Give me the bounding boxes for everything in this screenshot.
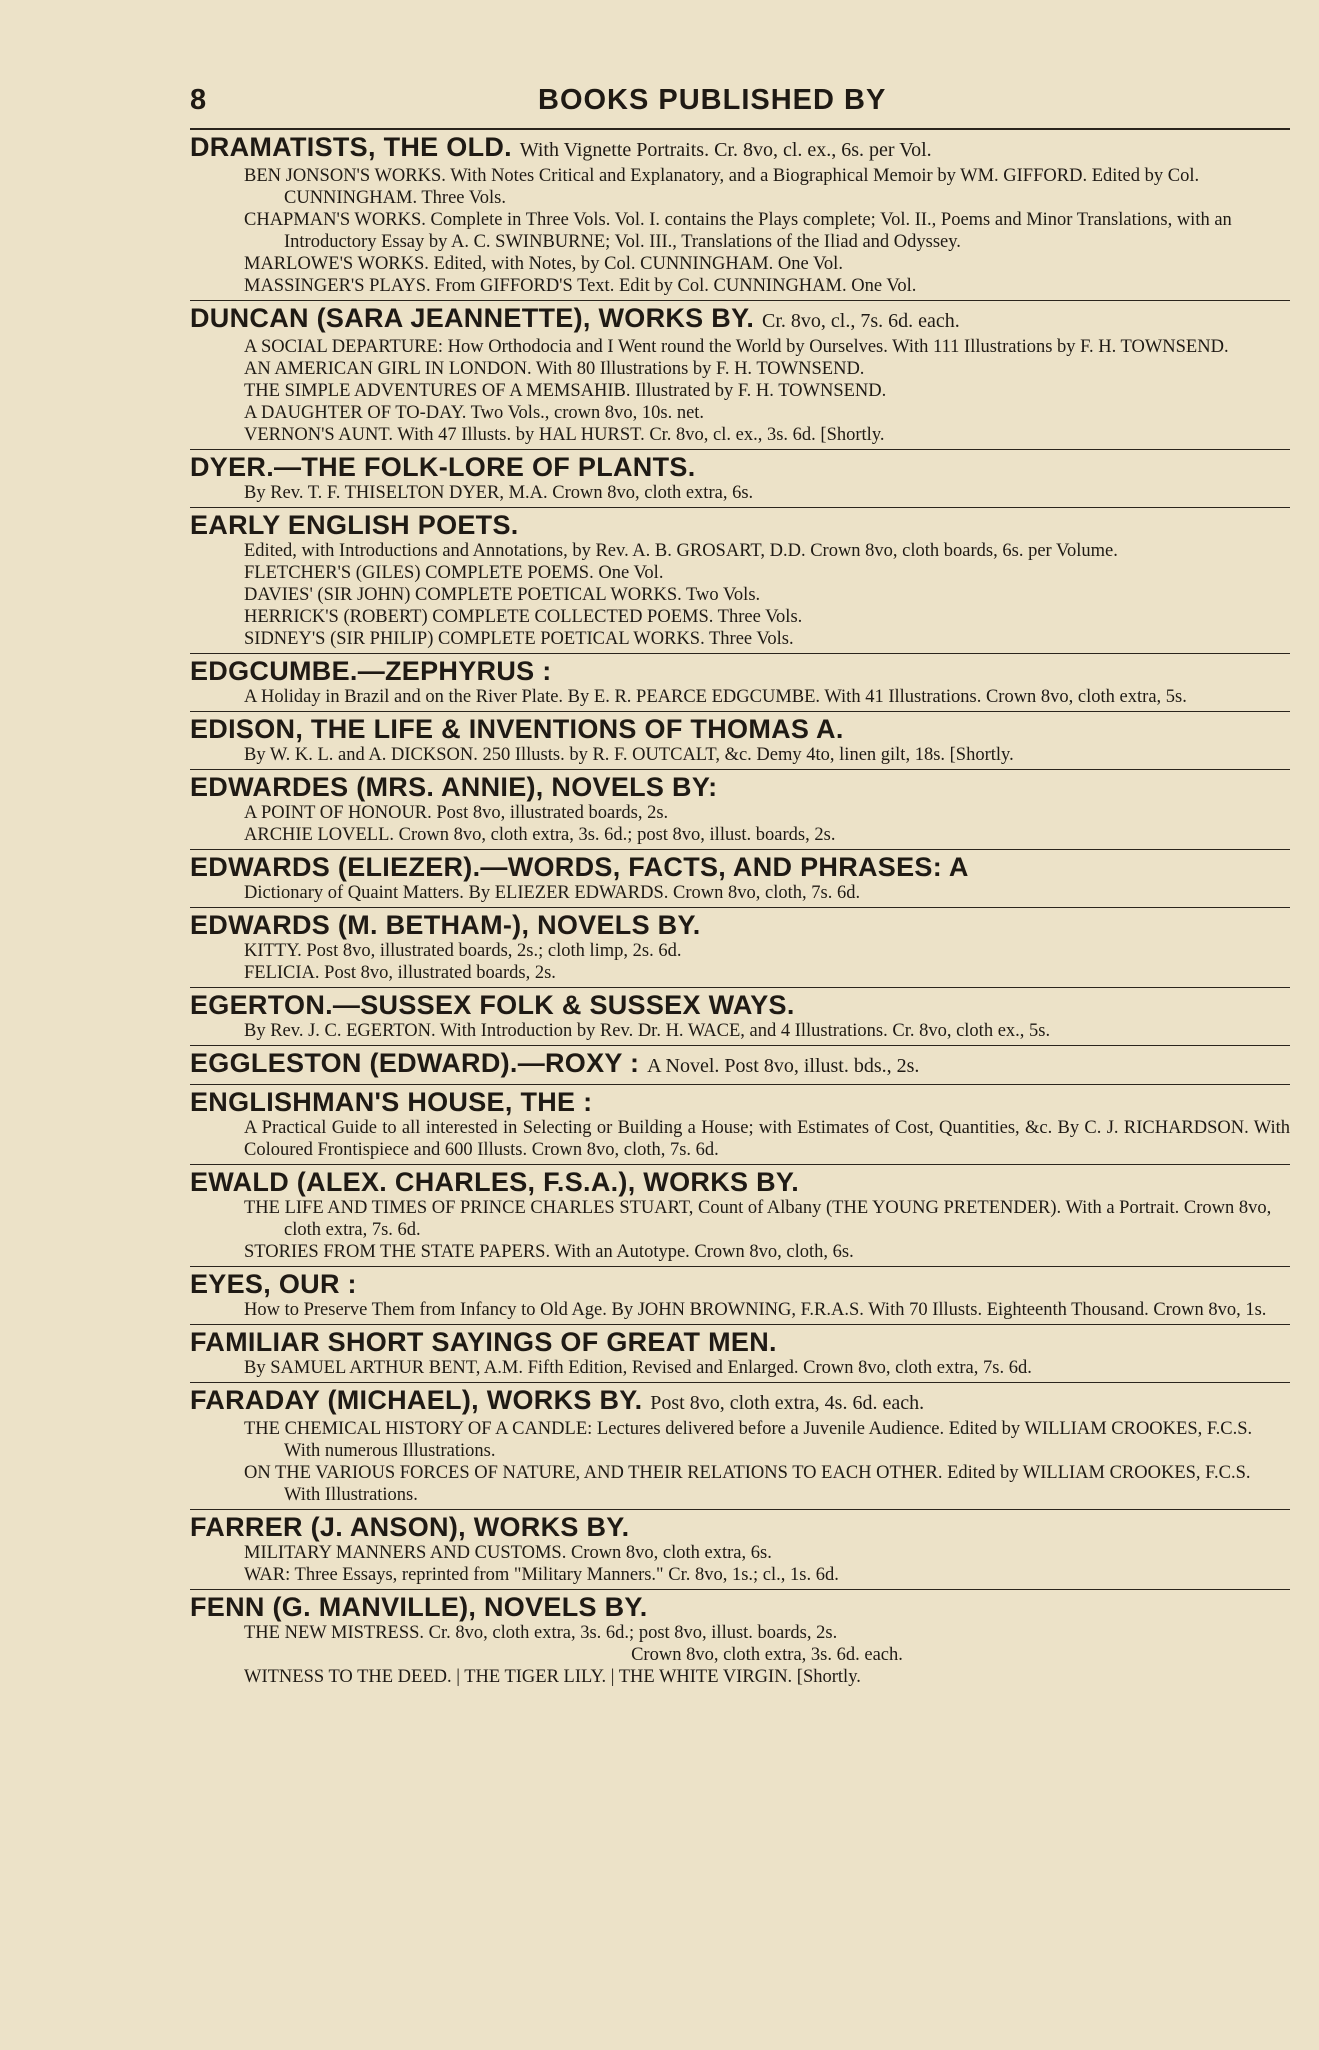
entry-line: VERNON'S AUNT. With 47 Illusts. by HAL HURST. Cr. 8vo, cl. ex., 3s. 6d. [Shortly. — [244, 425, 885, 445]
entry-description: Post 8vo, cloth extra, 4s. 6d. each. — [650, 1392, 925, 1414]
entry-line: BEN JONSON'S WORKS. With Notes Critical and Explanatory, and a Biographical Memoir by WM. GIFFORD. Edited by Col. CUNNINGHAM. Three Vols. — [244, 166, 1200, 208]
catalogue-entry — [190, 130, 1290, 301]
entry-heading: EYES, OUR : — [190, 1269, 357, 1299]
entry-line: ARCHIE LOVELL. Crown 8vo, cloth extra, 3s. 6d.; post 8vo, illust. boards, 2s. — [244, 825, 836, 845]
entry-heading: EDWARDS (ELIEZER).—WORDS, FACTS, AND PHRASES: A — [190, 852, 969, 882]
entry-heading: EGGLESTON (EDWARD).—ROXY : — [190, 1048, 640, 1078]
catalogue-entry — [190, 1383, 1290, 1510]
entry-description: By Rev. J. C. EGERTON. With Introduction by Rev. Dr. H. WACE, and 4 Illustrations. Cr. 8vo, cloth ex., 5s. — [244, 1021, 1051, 1041]
catalogue-entry — [190, 1267, 1290, 1325]
entry-line: DAVIES' (SIR JOHN) COMPLETE POETICAL WORKS. Two Vols. — [244, 585, 761, 605]
entry-line: THE NEW MISTRESS. Cr. 8vo, cloth extra, 3s. 6d.; post 8vo, illust. boards, 2s. — [244, 1623, 838, 1643]
catalogue-entry — [190, 1165, 1290, 1267]
entry-line: FELICIA. Post 8vo, illustrated boards, 2s. — [244, 963, 556, 983]
entry-line: A SOCIAL DEPARTURE: How Orthodocia and I Went round the World by Ourselves. With 111 Illustrations by F. H. TOWNSEND. — [244, 337, 1229, 357]
entry-heading: DRAMATISTS, THE OLD. — [190, 132, 512, 162]
entry-line: THE CHEMICAL HISTORY OF A CANDLE: Lectures delivered before a Juvenile Audience. Edited by WILLIAM CROOKES, F.C.S. With numerous Illustrations. — [244, 1419, 1253, 1461]
catalogue-entry — [190, 712, 1290, 770]
entry-heading: ENGLISHMAN'S HOUSE, THE : — [190, 1087, 593, 1117]
entry-line: WITNESS TO THE DEED. | THE TIGER LILY. | THE WHITE VIRGIN. [Shortly. — [244, 1667, 861, 1687]
running-title: BOOKS PUBLISHED BY — [538, 84, 887, 116]
entry-description: A Novel. Post 8vo, illust. bds., 2s. — [647, 1055, 920, 1077]
entry-heading: EWALD (ALEX. CHARLES, F.S.A.), WORKS BY. — [190, 1167, 800, 1197]
entry-line: CHAPMAN'S WORKS. Complete in Three Vols. Vol. I. contains the Plays complete; Vol. II., Poems and Minor Translations, with an Introductory Essay by A. C. SWINBURNE; Vol. III., Translations of the Iliad and Odyssey. — [244, 210, 1232, 252]
page-number: 8 — [190, 84, 208, 116]
entry-line: FLETCHER'S (GILES) COMPLETE POEMS. One Vol. — [244, 563, 664, 583]
entry-line: A POINT OF HONOUR. Post 8vo, illustrated boards, 2s. — [244, 803, 669, 823]
entry-description: By Rev. T. F. THISELTON DYER, M.A. Crown 8vo, cloth extra, 6s. — [244, 483, 754, 503]
entry-line: ON THE VARIOUS FORCES OF NATURE, AND THEIR RELATIONS TO EACH OTHER. Edited by WILLIAM CROOKES, F.C.S. With Illustrations. — [244, 1463, 1251, 1505]
entry-heading: EARLY ENGLISH POETS. — [190, 510, 519, 540]
entry-heading: DYER.—THE FOLK-LORE OF PLANTS. — [190, 452, 696, 482]
catalogue-entry — [190, 301, 1290, 450]
entry-line: SIDNEY'S (SIR PHILIP) COMPLETE POETICAL WORKS. Three Vols. — [244, 629, 794, 649]
entry-description: How to Preserve Them from Infancy to Old Age. By JOHN BROWNING, F.R.A.S. With 70 Illusts. Eighteenth Thousand. Crown 8vo, 1s. — [244, 1300, 1267, 1320]
entry-line: MASSINGER'S PLAYS. From GIFFORD'S Text. Edit by Col. CUNNINGHAM. One Vol. — [244, 276, 917, 296]
entry-line: HERRICK'S (ROBERT) COMPLETE COLLECTED POEMS. Three Vols. — [244, 607, 803, 627]
entry-heading: DUNCAN (SARA JEANNETTE), WORKS BY. — [190, 303, 755, 333]
entry-heading: EGERTON.—SUSSEX FOLK & SUSSEX WAYS. — [190, 990, 795, 1020]
entry-description: With Vignette Portraits. Cr. 8vo, cl. ex., 6s. per Vol. — [519, 139, 932, 161]
entry-description: By SAMUEL ARTHUR BENT, A.M. Fifth Edition, Revised and Enlarged. Crown 8vo, cloth extra, 7s. 6d. — [244, 1358, 1032, 1378]
entry-heading: FENN (G. MANVILLE), NOVELS BY. — [190, 1592, 648, 1622]
catalogue-entry — [190, 450, 1290, 508]
entry-description: Cr. 8vo, cl., 7s. 6d. each. — [762, 310, 960, 332]
entry-description: A Practical Guide to all interested in Selecting or Building a House; with Estimates of Cost, Quantities, &c. By C. J. RICHARDSON. With Coloured Frontispiece and 600 Illusts. Crown 8vo, cloth, 7s. 6d. — [244, 1118, 1290, 1160]
running-head — [190, 80, 1290, 130]
entry-line: Crown 8vo, cloth extra, 3s. 6d. each. — [631, 1645, 903, 1665]
entry-line: KITTY. Post 8vo, illustrated boards, 2s.; cloth limp, 2s. 6d. — [244, 941, 682, 961]
entry-heading: EDGCUMBE.—ZEPHYRUS : — [190, 656, 552, 686]
entry-line: STORIES FROM THE STATE PAPERS. With an Autotype. Crown 8vo, cloth, 6s. — [244, 1242, 854, 1262]
entry-heading: EDWARDS (M. BETHAM-), NOVELS BY. — [190, 910, 701, 940]
catalogue-entry — [190, 654, 1290, 712]
catalogue-page — [190, 80, 1290, 1691]
entry-heading: FAMILIAR SHORT SAYINGS OF GREAT MEN. — [190, 1327, 777, 1357]
entry-line: WAR: Three Essays, reprinted from "Military Manners." Cr. 8vo, 1s.; cl., 1s. 6d. — [244, 1565, 839, 1585]
entry-heading: EDWARDES (MRS. ANNIE), NOVELS BY: — [190, 772, 718, 802]
catalogue-entry — [190, 1590, 1290, 1691]
catalogue-entry — [190, 770, 1290, 850]
entry-description: Edited, with Introductions and Annotations, by Rev. A. B. GROSART, D.D. Crown 8vo, cloth boards, 6s. per Volume. — [244, 541, 1118, 561]
entry-heading: EDISON, THE LIFE & INVENTIONS OF THOMAS A. — [190, 714, 844, 744]
entry-line: MARLOWE'S WORKS. Edited, with Notes, by Col. CUNNINGHAM. One Vol. — [244, 254, 843, 274]
catalogue-entry — [190, 850, 1290, 908]
entry-description: A Holiday in Brazil and on the River Plate. By E. R. PEARCE EDGCUMBE. With 41 Illustrations. Crown 8vo, cloth extra, 5s. — [244, 687, 1187, 707]
entry-heading: FARRER (J. ANSON), WORKS BY. — [190, 1512, 630, 1542]
entry-line: AN AMERICAN GIRL IN LONDON. With 80 Illustrations by F. H. TOWNSEND. — [244, 359, 865, 379]
entry-heading: FARADAY (MICHAEL), WORKS BY. — [190, 1385, 643, 1415]
catalogue-entry — [190, 1510, 1290, 1590]
entry-line: THE SIMPLE ADVENTURES OF A MEMSAHIB. Illustrated by F. H. TOWNSEND. — [244, 381, 887, 401]
entry-line: A DAUGHTER OF TO-DAY. Two Vols., crown 8vo, 10s. net. — [244, 403, 705, 423]
catalogue-entry — [190, 1085, 1290, 1165]
catalogue-entry — [190, 908, 1290, 988]
entry-description: Dictionary of Quaint Matters. By ELIEZER EDWARDS. Crown 8vo, cloth, 7s. 6d. — [244, 883, 861, 903]
entry-line: THE LIFE AND TIMES OF PRINCE CHARLES STUART, Count of Albany (THE YOUNG PRETENDER). With a Portrait. Crown 8vo, cloth extra, 7s. 6d. — [244, 1198, 1272, 1240]
catalogue-entry — [190, 1325, 1290, 1383]
catalogue-entry — [190, 508, 1290, 654]
entry-line: MILITARY MANNERS AND CUSTOMS. Crown 8vo, cloth extra, 6s. — [244, 1543, 772, 1563]
catalogue-entry — [190, 988, 1290, 1046]
catalogue-entry — [190, 1046, 1290, 1085]
entry-description: By W. K. L. and A. DICKSON. 250 Illusts. by R. F. OUTCALT, &c. Demy 4to, linen gilt, 18s. [Shortly. — [244, 745, 1014, 765]
